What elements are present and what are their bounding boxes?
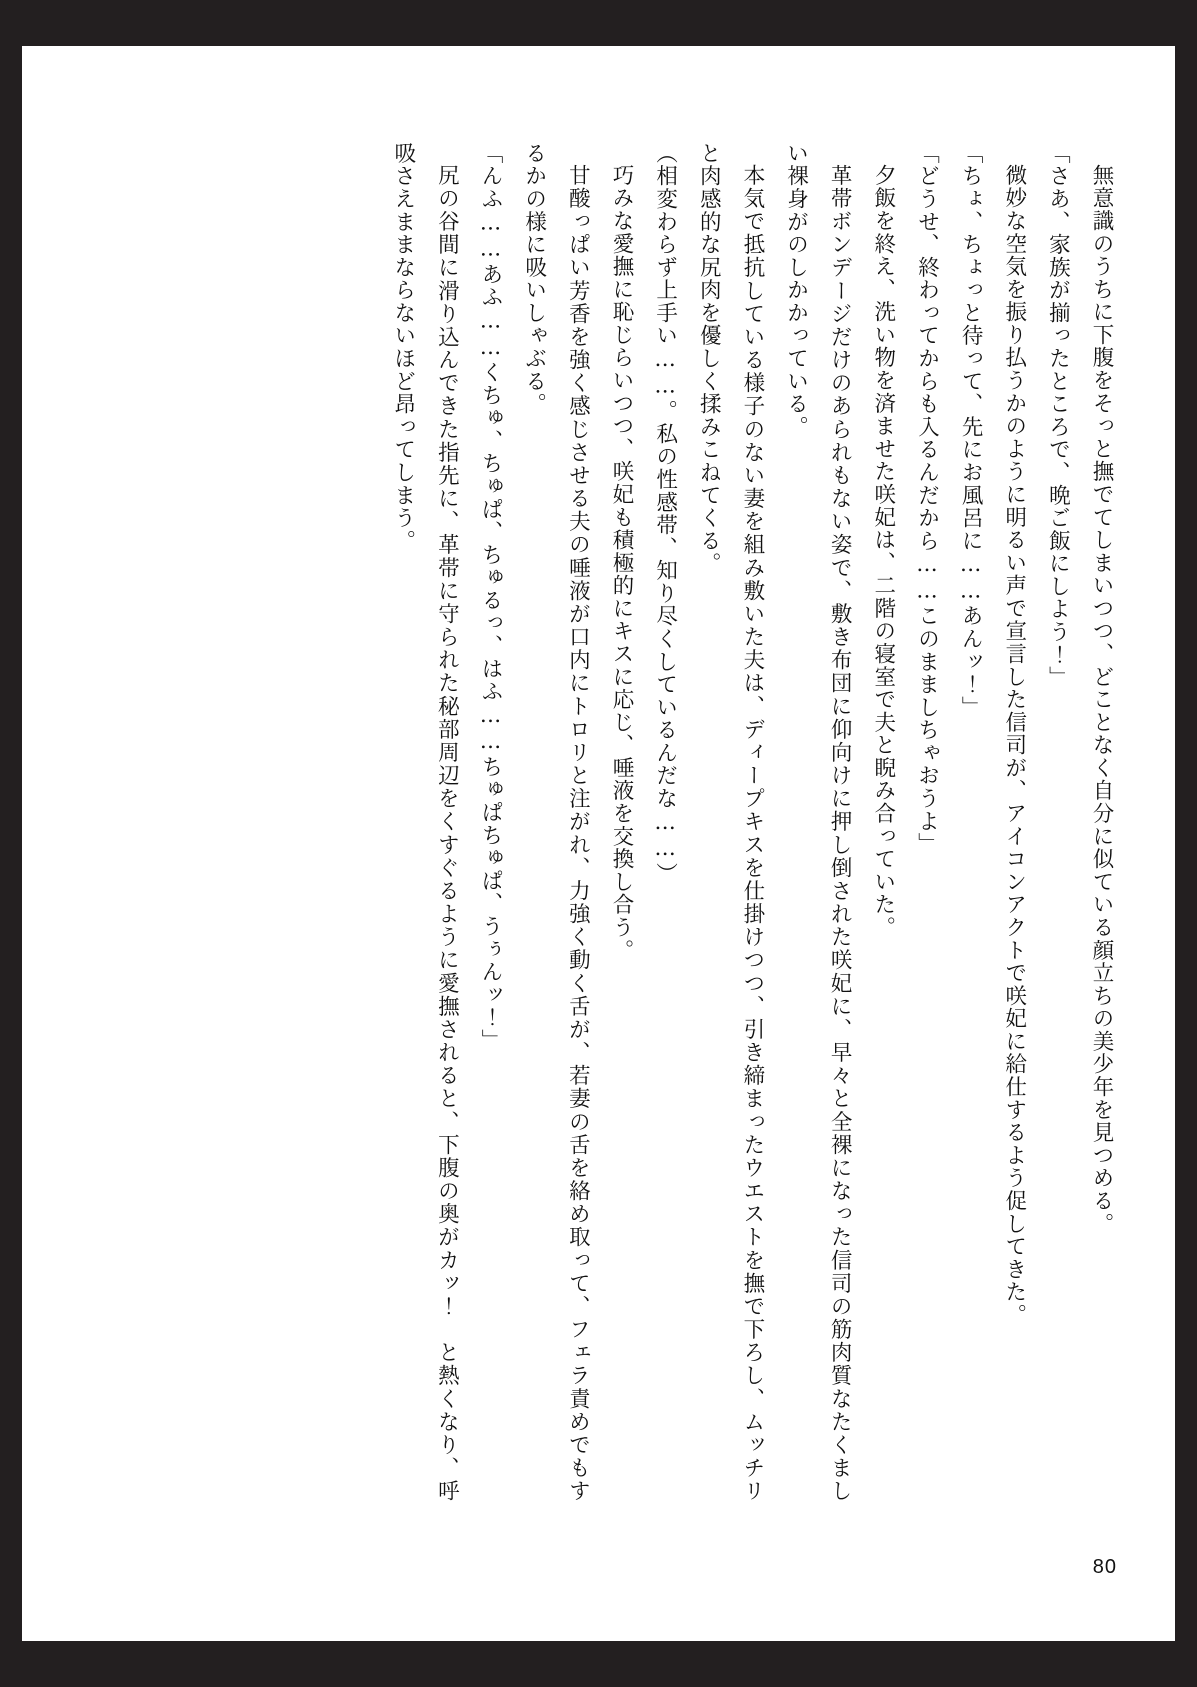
- page-bottom-band: [0, 1641, 1197, 1687]
- paragraph: 尻の谷間に滑り込んできた指先に、革帯に守られた秘部周辺をくすぐるように愛撫されると、下腹の奥がカッ！ と熱くなり、呼吸さえままならないほど昂ってしまう。: [390, 142, 460, 1502]
- paragraph: （相変わらず上手い……。私の性感帯、知り尽くしているんだな……）: [652, 142, 678, 886]
- page-left-band: [0, 0, 22, 1687]
- paragraph: 甘酸っぱい芳香を強く感じさせる夫の唾液が口内にトロリと注がれ、力強く動く舌が、若妻の舌を絡め取って、フェラ責めでもするかの様に吸いしゃぶる。: [521, 142, 591, 1502]
- paragraph: 微妙な空気を振り払うかのように明るい声で宣言した信司が、アイコンアクトで咲妃に給仕するよう促してきた。: [1001, 163, 1027, 1326]
- paragraph: 本気で抵抗している様子のない妻を組み敷いた夫は、ディープキスを仕掛けつつ、引き締まったウエストを撫で下ろし、ムッチリと肉感的な尻肉を優しく揉みこねてくる。: [696, 142, 765, 1502]
- page-right-band: [1175, 0, 1197, 1687]
- paragraph: 「んふ……あふ……くちゅ、ちゅぱ、ちゅるっ、はふ……ちゅぱちゅぱ、うぅんッ！」: [478, 142, 504, 1052]
- body-text: [143, 142, 1123, 1502]
- paragraph: 巧みな愛撫に恥じらいつつ、咲妃も積極的にキスに応じ、唾液を交換し合う。: [608, 163, 634, 962]
- paragraph: 無意識のうちに下腹をそっと撫でてしまいつつ、どことなく自分に似ている顔立ちの美少年を見つめる。: [1089, 163, 1114, 1235]
- paragraph: 夕飯を終え、洗い物を済ませた咲妃は、二階の寝室で夫と睨み合っていた。: [870, 163, 896, 939]
- page-top-band: [0, 0, 1197, 46]
- page-number: 80: [1092, 1556, 1117, 1578]
- paragraph: 「どうせ、終わってからも入るんだから……このまましちゃおうよ」: [914, 142, 940, 856]
- paragraph: 「ちょ、ちょっと待って、先にお風呂に……あんッ！」: [958, 142, 984, 719]
- paragraph: 「さあ、家族が揃ったところで、晩ご飯にしよう！」: [1045, 142, 1071, 689]
- paragraph: 革帯ボンデージだけのあられもない姿で、敷き布団に仰向けに押し倒された咲妃に、早々と全裸になった信司の筋肉質なたくましい裸身がのしかかっている。: [783, 142, 853, 1502]
- page-sheet: [22, 46, 1175, 1641]
